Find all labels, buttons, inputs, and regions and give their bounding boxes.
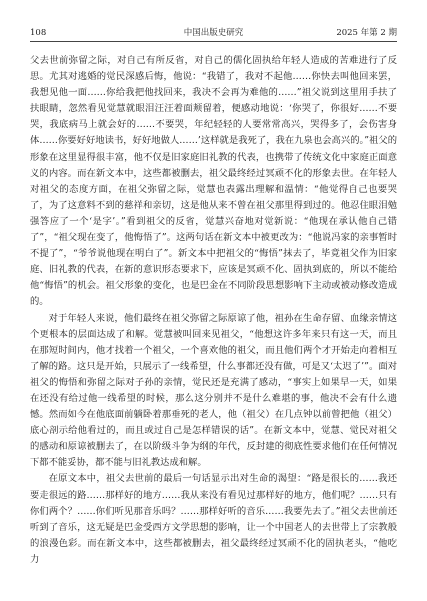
page-number: 108 [30, 28, 47, 38]
running-header [30, 22, 397, 42]
paragraph-3: 在原文本中，祖父去世前的最后一句话显示出对生命的渴望：“路是很长的……我还要走很远的路……那样好的地方……我从来没有看见过那样好的地方，他们呢？……只有你们两个？……你们听见那音乐吗？……那样好听的音乐……我要先去了。”祖父去世前还听到了音乐，这无疑是巴金受西方文学思想的影响，让一个中国老人的去世带上了宗教般的浪漫色彩。而在新文本中，这些都被删去，祖父最终经过冥顽不化的固执老头，“他吃力 [30, 473, 397, 565]
issue-label: 2025 年第 2 期 [336, 28, 397, 38]
article-body [30, 53, 397, 568]
paragraph-1: 父去世前弥留之际，对自己有所反省，对自己的儒化固执给年轻人造成的苦难进行了反思。尤其对逃婚的觉民深感后悔，他说：“我错了，我对不起他……你快去叫他回来罢，我想见他一面……你给我把他找回来，我决不会再为难他的……”祖父说到这里用手扶了扶眼睛，忽然看见觉慧就眼泪汪汪着面颊留着，便感动地说：‘你哭了，你很好……不要哭，我底病马上就会好的……不要哭，年纪轻轻的人要常常高兴，哭得多了，会伤害身体……你要好好地读书，好好地做人……’这样就是我死了，我在九泉也会高兴的。”祖父的形象在这里显得很丰富，他不仅是旧家庭旧礼教的代表，也携带了传统文化中家庭正面意义的内容。而在新文本中，这些都被删去，祖父最终经过冥顽不化的形象去世。在年轻人对祖父的态度方面，在祖父弥留之际，觉慧也表露出理解和温情：“他觉得自己也要哭了，为了这意料不到的慈祥和亲切，这是他从来不曾在祖父那里得到过的。他忍住眼泪勉强答应了一个‘是字’。”看到祖父的反省，觉慧兴奋地对觉新说：“他现在承认他自己错了”，“祖父现在变了，他悔悟了”。这两句话在新文本中被更改为：“他说冯家的亲事暂时不提了”，“爷爷说他现在明白了”。新文本中把祖父的“悔悟”抹去了，毕竟祖父作为旧家庭、旧礼教的代表，在新的意识形态要求下，应该是冥顽不化、固执到底的，所以不能给他“悔悟”的机会。祖父形象的变化，也是巴金在不同阶段思想影响下主动或被动修改造成的。 [30, 55, 397, 308]
journal-title: 中国出版史研究 [183, 28, 244, 38]
paragraph-2: 对于年轻人来说，他们最终在祖父弥留之际原谅了他，祖孙在生命存留、血缘亲情这个更根本的层面达成了和解。觉慧被叫回来见祖父，“他想这许多年来只有这一天，而且在那短时间内，他才找着一个祖父，一个喜欢他的祖父，而且他们两个才开始走向着相互了解的路。这只是开始，只展示了一线希望，什么事都还没有做，可是又‘太迟了’”。面对祖父的悔悟和弥留之际对子孙的亲情，觉民还是充满了感动，“事实上如果早一天，如果在还没有给过他一线希望的时候，那么这分别并不是什么难堪的事，他决不会有什么遗憾。然而如今在他底面前躺卧着那垂死的老人，他（祖父）在几点钟以前曾把他（祖父）底心剖示给他看过的，而且或过自己是怎样错误的话”。在新文本中，觉慧、觉民对祖父的感动和原谅被删去了，在以阶级斗争为纲的年代，反封建的彻底性要求他们在任何情况下都不能妥协，都不能与旧礼教达成和解。 [30, 312, 397, 469]
